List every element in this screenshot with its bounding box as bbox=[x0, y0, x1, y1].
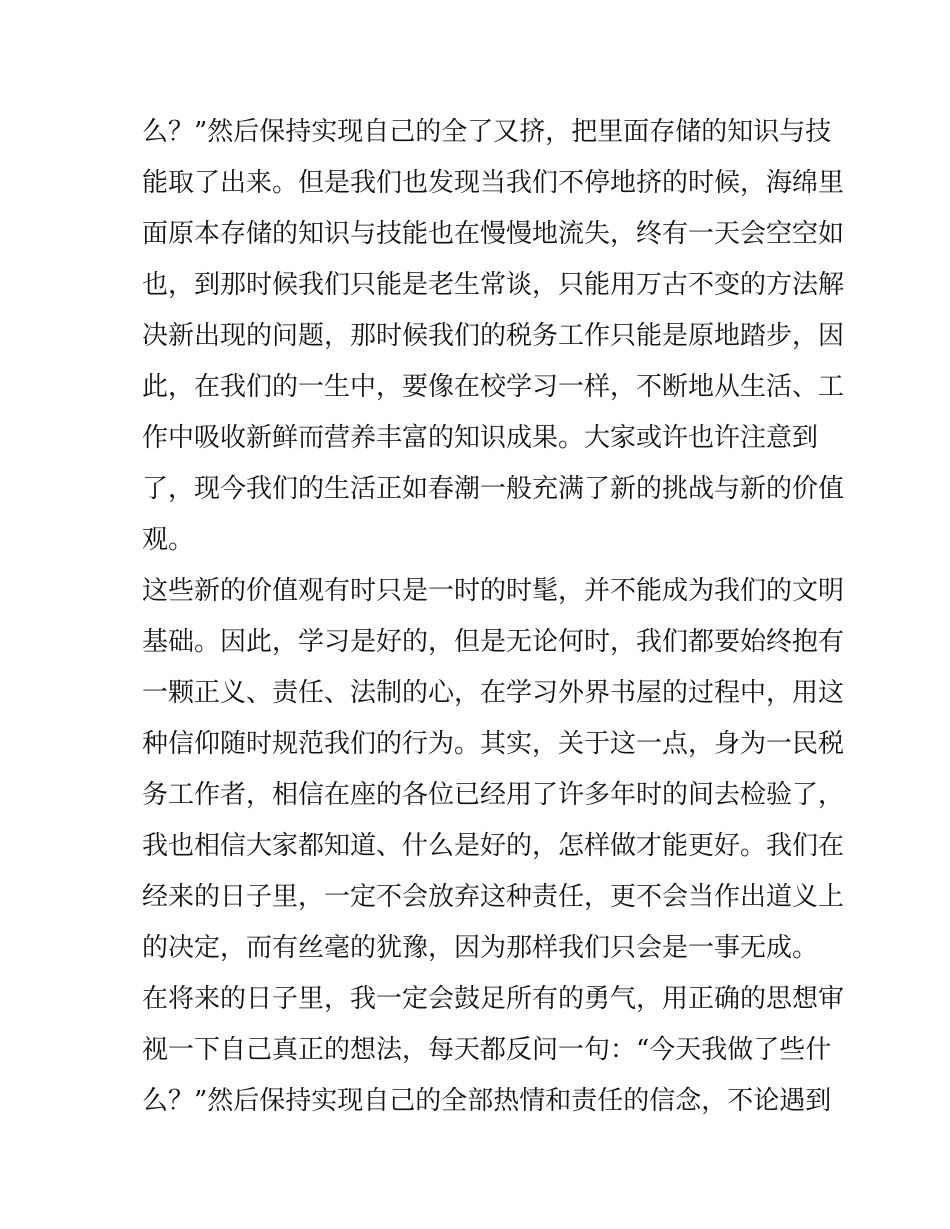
text-line: 么？”然后保持实现自己的全部热情和责任的信念，不论遇到 bbox=[142, 1086, 832, 1116]
text-line: 面原本存储的知识与技能也在慢慢地流失，终有一天会空空如 bbox=[142, 219, 845, 249]
text-line: 我也相信大家都知道、什么是好的，怎样做才能更好。我们在 bbox=[142, 831, 845, 861]
text-line: 这些新的价值观有时只是一时的时髦，并不能成为我们的文明 bbox=[142, 576, 845, 606]
text-line: 基础。因此，学习是好的，但是无论何时，我们都要始终抱有 bbox=[142, 627, 845, 657]
text-line: 了，现今我们的生活正如春潮一般充满了新的挑战与新的价值 bbox=[142, 474, 845, 504]
text-line: 视一下自己真正的想法，每天都反问一句：“今天我做了些什 bbox=[142, 1035, 832, 1065]
text-line: 在将来的日子里，我一定会鼓足所有的勇气，用正确的思想审 bbox=[142, 984, 845, 1014]
text-line: 种信仰随时规范我们的行为。其实，关于这一点，身为一民税 bbox=[142, 729, 845, 759]
text-line: 也，到那时候我们只能是老生常谈，只能用万古不变的方法解 bbox=[142, 270, 845, 300]
text-line: 观。 bbox=[142, 525, 195, 555]
text-line: 此，在我们的一生中，要像在校学习一样，不断地从生活、工 bbox=[142, 372, 845, 402]
body-text bbox=[142, 107, 845, 1127]
text-line: 么？”然后保持实现自己的全了又挤，把里面存储的知识与技 bbox=[142, 117, 832, 147]
text-line: 作中吸收新鲜而营养丰富的知识成果。大家或许也许注意到 bbox=[142, 423, 819, 453]
text-line: 经来的日子里，一定不会放弃这种责任，更不会当作出道义上 bbox=[142, 882, 845, 912]
text-line: 务工作者，相信在座的各位已经用了许多年时的间去检验了， bbox=[142, 780, 845, 810]
text-line: 能取了出来。但是我们也发现当我们不停地挤的时候，海绵里 bbox=[142, 168, 845, 198]
text-line: 决新出现的问题，那时候我们的税务工作只能是原地踏步，因 bbox=[142, 321, 845, 351]
text-line: 的决定，而有丝毫的犹豫，因为那样我们只会是一事无成。 bbox=[142, 933, 819, 963]
text-line: 一颗正义、责任、法制的心，在学习外界书屋的过程中，用这 bbox=[142, 678, 845, 708]
